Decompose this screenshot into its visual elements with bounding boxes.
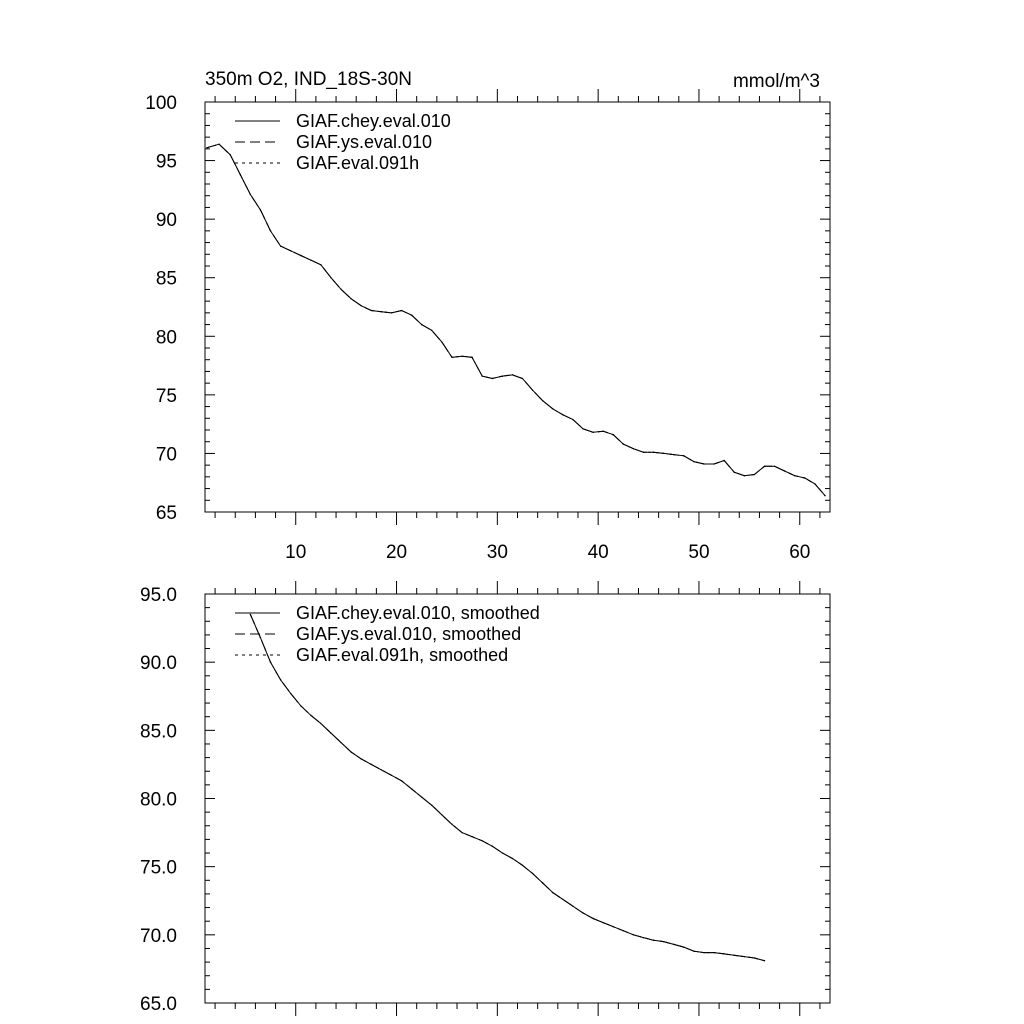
data-point xyxy=(562,899,563,900)
y-tick-label: 80.0 xyxy=(140,789,177,811)
data-point xyxy=(532,390,533,391)
data-point xyxy=(472,357,473,358)
data-point xyxy=(371,310,372,311)
data-point xyxy=(270,662,271,663)
data-point xyxy=(290,250,291,251)
data-point xyxy=(703,952,704,953)
data-point xyxy=(482,376,483,377)
data-point xyxy=(421,797,422,798)
x-tick-label: 20 xyxy=(385,542,408,563)
data-point xyxy=(744,956,745,957)
data-point xyxy=(744,475,745,476)
data-point xyxy=(441,814,442,815)
data-point xyxy=(492,846,493,847)
data-point xyxy=(330,733,331,734)
data-point xyxy=(542,400,543,401)
y-tick-label: 70.0 xyxy=(140,925,177,947)
data-point xyxy=(441,342,442,343)
x-tick-label: 60 xyxy=(789,542,811,563)
data-point xyxy=(451,357,452,358)
data-point xyxy=(673,454,674,455)
chart-2 xyxy=(140,581,830,1016)
data-point xyxy=(411,788,412,789)
legend-label-1: GIAF.chey.eval.010, smoothed xyxy=(296,603,540,623)
data-point xyxy=(663,941,664,942)
y-tick-label: 80 xyxy=(155,327,177,349)
data-point xyxy=(582,912,583,913)
data-point xyxy=(542,882,543,883)
data-point xyxy=(734,955,735,956)
data-point xyxy=(401,310,402,311)
legend-label-3: GIAF.eval.091h xyxy=(296,153,420,173)
y-tick-label: 75 xyxy=(155,385,177,407)
data-point xyxy=(310,715,311,716)
data-point xyxy=(522,865,523,866)
chart-title: 350m O2, IND_18S-30N xyxy=(205,69,412,90)
data-point xyxy=(502,852,503,853)
data-point xyxy=(552,892,553,893)
data-point xyxy=(381,769,382,770)
data-point xyxy=(754,957,755,958)
y-tick-label: 70 xyxy=(155,444,177,466)
data-point xyxy=(532,873,533,874)
data-point xyxy=(341,742,342,743)
x-tick-label: 10 xyxy=(285,542,307,563)
data-point xyxy=(734,472,735,473)
data-point xyxy=(663,453,664,454)
data-point xyxy=(764,466,765,467)
data-point xyxy=(522,378,523,379)
data-point xyxy=(219,144,220,145)
legend xyxy=(235,111,451,173)
data-point xyxy=(250,194,251,195)
y-tick-label: 85 xyxy=(155,268,177,290)
data-point xyxy=(431,805,432,806)
data-point xyxy=(593,918,594,919)
data-point xyxy=(714,952,715,953)
data-point xyxy=(411,315,412,316)
data-point xyxy=(421,324,422,325)
data-point xyxy=(643,937,644,938)
y-tick-label: 75.0 xyxy=(140,857,177,879)
data-point xyxy=(206,147,207,148)
data-point xyxy=(451,824,452,825)
data-point xyxy=(653,940,654,941)
data-point xyxy=(280,246,281,247)
y-tick-label: 65.0 xyxy=(140,994,177,1015)
data-point xyxy=(562,414,563,415)
data-point xyxy=(572,906,573,907)
data-point xyxy=(431,330,432,331)
data-point xyxy=(300,255,301,256)
data-point xyxy=(633,448,634,449)
y-tick-label: 95 xyxy=(155,151,177,173)
data-point xyxy=(683,455,684,456)
data-point xyxy=(784,470,785,471)
data-point xyxy=(623,930,624,931)
data-point xyxy=(814,483,815,484)
data-point xyxy=(240,174,241,175)
data-point xyxy=(260,209,261,210)
data-point xyxy=(320,723,321,724)
data-point xyxy=(290,693,291,694)
data-point xyxy=(310,260,311,261)
data-point xyxy=(391,775,392,776)
data-point xyxy=(341,289,342,290)
data-point xyxy=(280,679,281,680)
data-point xyxy=(593,432,594,433)
data-point xyxy=(613,926,614,927)
series-line-1 xyxy=(250,615,764,961)
data-point xyxy=(462,356,463,357)
series-line-3 xyxy=(207,144,825,495)
data-point xyxy=(774,466,775,467)
chart-units: mmol/m^3 xyxy=(732,71,820,92)
y-tick-label: 90 xyxy=(155,210,177,232)
data-point xyxy=(260,637,261,638)
data-point xyxy=(572,419,573,420)
data-point xyxy=(300,705,301,706)
data-point xyxy=(381,311,382,312)
data-point xyxy=(391,312,392,313)
data-point xyxy=(492,378,493,379)
data-point xyxy=(794,475,795,476)
y-tick-label: 100 xyxy=(145,93,177,114)
x-tick-label: 40 xyxy=(587,542,609,563)
y-tick-label: 95.0 xyxy=(140,585,177,606)
data-point xyxy=(371,764,372,765)
data-point xyxy=(320,264,321,265)
data-point xyxy=(643,452,644,453)
data-point xyxy=(804,477,805,478)
legend-label-2: GIAF.ys.eval.010 xyxy=(296,132,433,152)
series-line-2 xyxy=(207,144,825,495)
data-point xyxy=(250,614,251,615)
data-point xyxy=(582,428,583,429)
data-point xyxy=(401,780,402,781)
data-point xyxy=(703,463,704,464)
data-point xyxy=(714,463,715,464)
data-point xyxy=(754,474,755,475)
data-point xyxy=(653,452,654,453)
series-line-3 xyxy=(250,615,764,961)
data-point xyxy=(330,277,331,278)
data-point xyxy=(361,758,362,759)
data-point xyxy=(724,460,725,461)
data-point xyxy=(683,947,684,948)
data-point xyxy=(724,953,725,954)
data-point xyxy=(361,305,362,306)
data-point xyxy=(613,434,614,435)
x-tick-label: 50 xyxy=(688,542,710,563)
data-point xyxy=(472,836,473,837)
chart-1 xyxy=(145,69,830,563)
y-tick-label: 90.0 xyxy=(140,653,177,675)
data-point xyxy=(824,495,825,496)
data-point xyxy=(462,832,463,833)
data-point xyxy=(673,944,674,945)
y-tick-label: 65 xyxy=(155,503,177,524)
data-point xyxy=(351,298,352,299)
data-point xyxy=(693,951,694,952)
data-point xyxy=(764,960,765,961)
x-tick-label: 30 xyxy=(486,542,508,563)
series-line-2 xyxy=(250,615,764,961)
data-point xyxy=(230,154,231,155)
y-tick-label: 85.0 xyxy=(140,721,177,743)
data-point xyxy=(512,858,513,859)
data-point xyxy=(623,444,624,445)
data-point xyxy=(351,752,352,753)
data-point xyxy=(482,840,483,841)
legend xyxy=(235,603,540,665)
data-point xyxy=(603,431,604,432)
series-line-1 xyxy=(207,144,825,495)
legend-label-1: GIAF.chey.eval.010 xyxy=(296,111,451,131)
data-point xyxy=(603,922,604,923)
legend-label-2: GIAF.ys.eval.010, smoothed xyxy=(296,624,522,644)
data-point xyxy=(270,230,271,231)
data-point xyxy=(552,408,553,409)
data-point xyxy=(693,461,694,462)
legend-label-3: GIAF.eval.091h, smoothed xyxy=(296,645,509,665)
data-point xyxy=(512,374,513,375)
data-point xyxy=(502,376,503,377)
data-point xyxy=(633,934,634,935)
